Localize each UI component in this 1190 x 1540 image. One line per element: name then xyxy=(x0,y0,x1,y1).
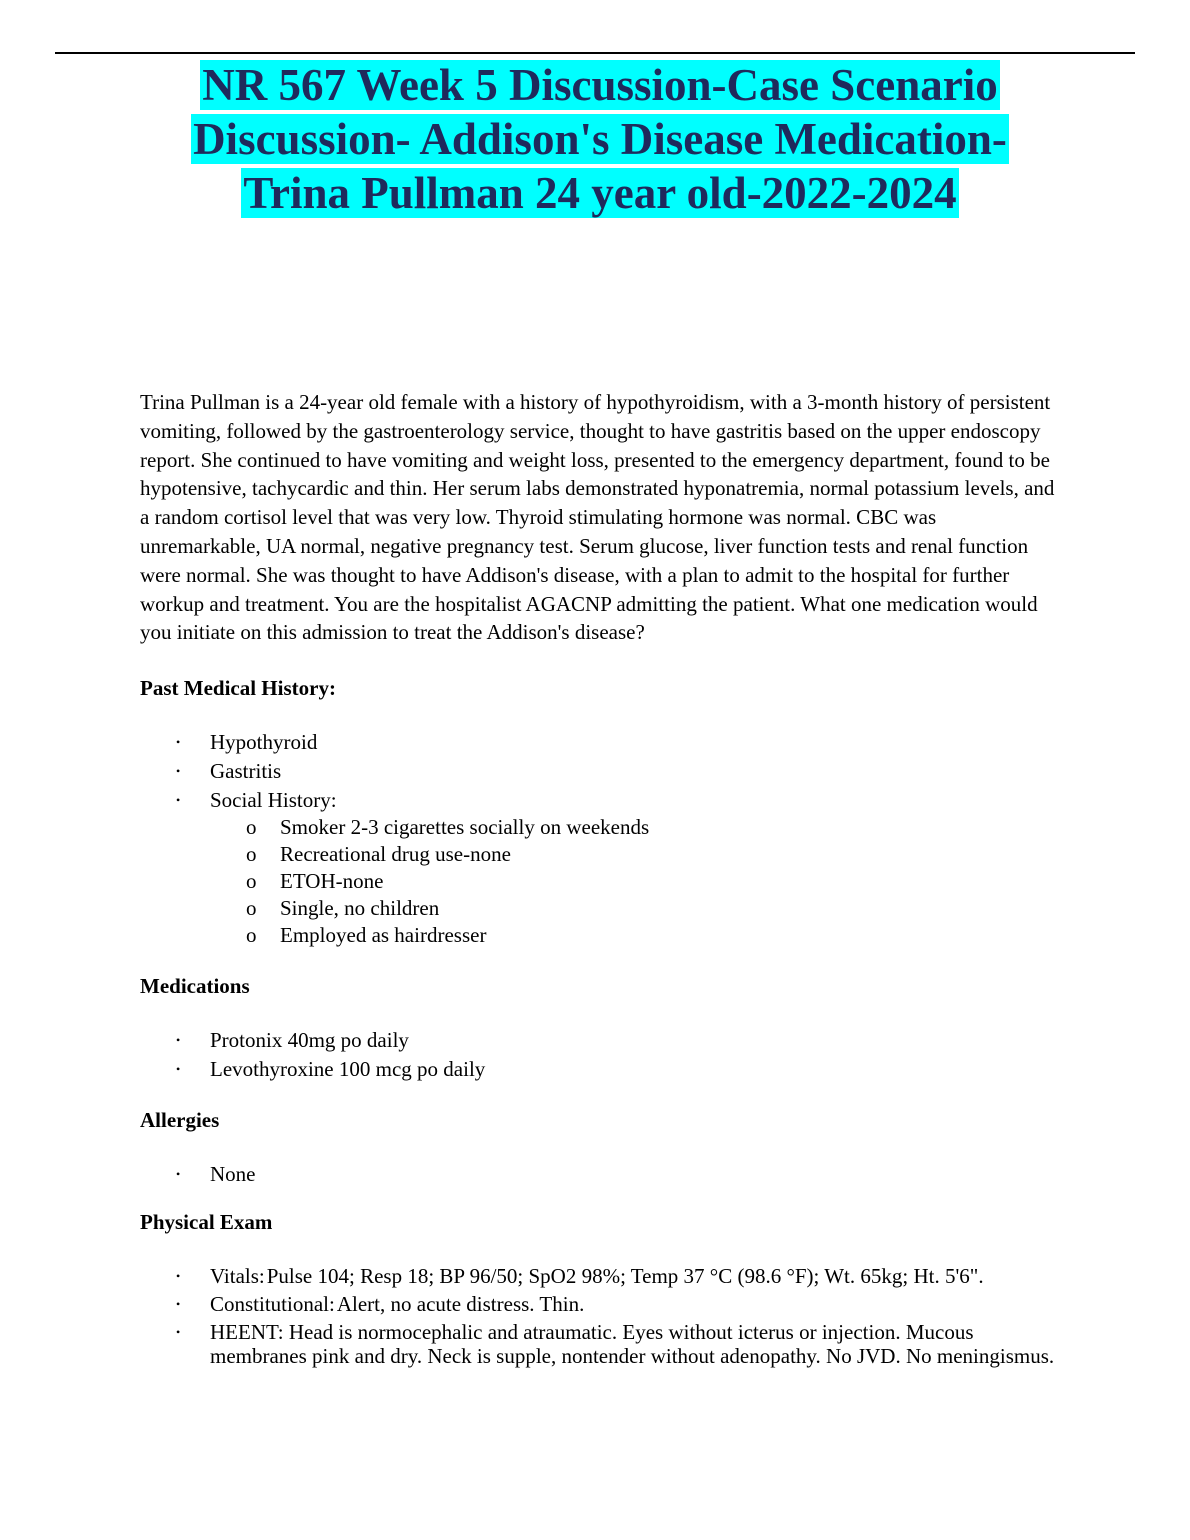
list-item: o Single, no children xyxy=(210,895,1060,922)
list-item: o ETOH-none xyxy=(210,868,1060,895)
list-item: • Levothyroxine 100 mcg po daily xyxy=(140,1055,1060,1084)
vitals-text: Pulse 104; Resp 18; BP 96/50; SpO2 98%; Temp 37 °C (98.6 °F); Wt. 65kg; Ht. 5'6". xyxy=(266,1264,984,1289)
social-history-list xyxy=(210,814,1060,948)
case-intro-paragraph: Trina Pullman is a 24-year old female with a history of hypothyroidism, with a 3-month history of persistent vomiting, followed by the gastroenterology service, thought to have gastritis based on the upper endoscopy report. She continued to have vomiting and weight loss, presented to the emergency department, found to be hypotensive, tachycardic and thin. Her serum labs demonstrated hyponatremia, normal potassium levels, and a random cortisol level that was very low. Thyroid stimulating hormone was normal. CBC was unremarkable, UA normal, negative pregnancy test. Serum glucose, liver function tests and renal function were normal. She was thought to have Addison's disease, with a plan to admit to the hospital for further workup and treatment. You are the hospitalist AGACNP admitting the patient. What one medication would you initiate on this admission to treat the Addison's disease? xyxy=(140,390,1055,645)
medications-list xyxy=(140,1026,1060,1084)
list-item: • None xyxy=(140,1160,1060,1189)
title-line-1: NR 567 Week 5 Discussion-Case Scenario xyxy=(202,60,998,110)
list-item xyxy=(140,786,1060,949)
title-line-3: Trina Pullman 24 year old-2022-2024 xyxy=(243,168,957,218)
list-item: • Hypothyroid xyxy=(140,728,1060,757)
document-body xyxy=(140,388,1060,1368)
list-item: o Employed as hairdresser xyxy=(210,922,1060,949)
list-item: • Protonix 40mg po daily xyxy=(140,1026,1060,1055)
medications-heading: Medications xyxy=(140,974,250,999)
top-rule xyxy=(55,52,1135,54)
social-history-label: Social History: xyxy=(210,787,337,812)
list-item: o Recreational drug use-none xyxy=(210,841,1060,868)
past-medical-history-list xyxy=(140,728,1060,948)
past-medical-history-heading: Past Medical History: xyxy=(140,676,336,701)
constitutional-label: Constitutional: xyxy=(210,1292,335,1317)
list-item: o Smoker 2-3 cigarettes socially on weekends xyxy=(210,814,1060,841)
constitutional-text: Alert, no acute distress. Thin. xyxy=(336,1292,585,1317)
list-item: • Gastritis xyxy=(140,757,1060,786)
physical-exam-list xyxy=(140,1264,1060,1368)
physical-exam-heading: Physical Exam xyxy=(140,1210,273,1235)
vitals-label: Vitals: xyxy=(210,1264,265,1289)
list-item xyxy=(140,1264,1060,1288)
list-item xyxy=(140,1292,1060,1316)
title-line-2: Discussion- Addison's Disease Medication- xyxy=(193,114,1007,164)
allergies-list xyxy=(140,1160,1060,1189)
list-item: • HEENT: Head is normocephalic and atraumatic. Eyes without icterus or injection. Mucous membranes pink and dry. Neck is supple, nontender without adenopathy. No JVD. No meningismus. xyxy=(140,1320,1060,1368)
allergies-heading: Allergies xyxy=(140,1107,220,1132)
document-title xyxy=(95,58,1105,220)
